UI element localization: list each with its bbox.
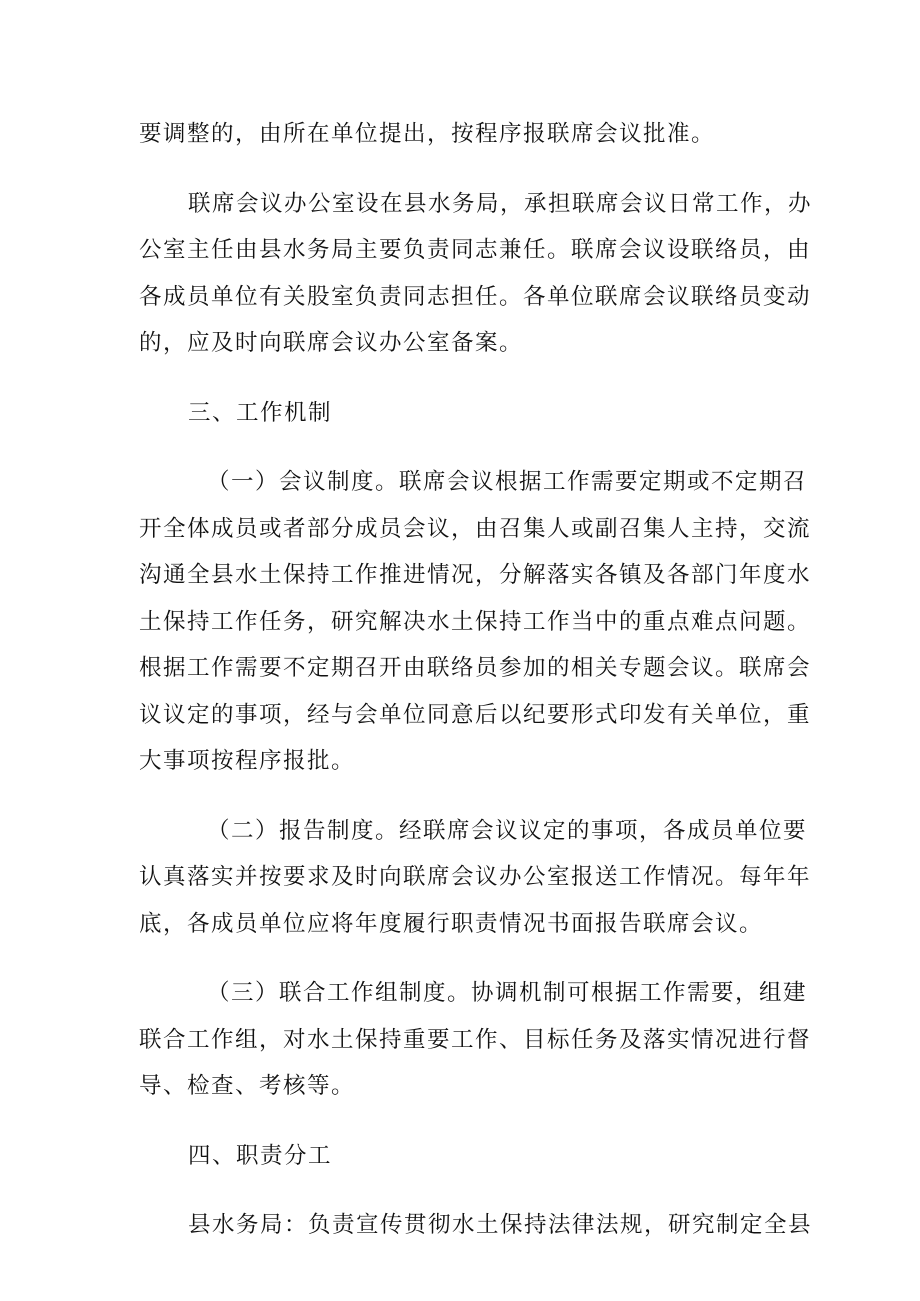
text-line: （二）报告制度。经联席会议议定的事项，各成员单位要 [207, 817, 808, 844]
text-line: 联席会议办公室设在县水务局，承担联席会议日常工作，办 [188, 190, 813, 217]
heading-line: 四、职责分工 [188, 1142, 333, 1169]
paragraph-approval-tail [139, 111, 789, 158]
text-line: 根据工作需要不定期召开由联络员参加的相关专题会议。联席会 [139, 655, 812, 681]
text-line: 导、检查、考核等。 [139, 1073, 356, 1099]
text-line: 议议定的事项，经与会单位同意后以纪要形式印发有关单位，重 [139, 701, 812, 728]
text-line: 开全体成员或者部分成员会议，由召集人或副召集人主持，交流 [139, 515, 812, 542]
section-heading-duties [139, 1133, 789, 1180]
section-heading-mechanism [139, 390, 789, 437]
heading-line: 三、工作机制 [188, 399, 333, 426]
text-line: 公室主任由县水务局主要负责同志兼任。联席会议设联络员，由 [139, 237, 812, 263]
document-body [139, 111, 813, 1249]
text-line: 底，各成员单位应将年度履行职责情况书面报告联席会议。 [139, 910, 764, 937]
text-line: 土保持工作任务，研究解决水土保持工作当中的重点难点问题。 [139, 608, 812, 635]
text-line: 的，应及时向联席会议办公室备案。 [139, 330, 524, 356]
text-line: 联合工作组，对水土保持重要工作、目标任务及落实情况进行督 [139, 1026, 812, 1053]
text-line: 要调整的，由所在单位提出，按程序报联席会议批准。 [139, 121, 716, 147]
paragraph-office [139, 181, 813, 367]
paragraph-report-system [139, 808, 812, 948]
paragraph-meeting-system [139, 459, 812, 785]
paragraph-water-bureau [139, 1202, 813, 1249]
text-line: （一）会议制度。联席会议根据工作需要定期或不定期召 [207, 469, 808, 495]
text-line: 各成员单位有关股室负责同志担任。各单位联席会议联络员变动 [139, 283, 812, 310]
text-line: 认真落实并按要求及时向联席会议办公室报送工作情况。每年年 [139, 864, 812, 890]
text-line: 大事项按程序报批。 [139, 748, 356, 774]
text-line: 县水务局：负责宣传贯彻水土保持法律法规，研究制定全县 [188, 1212, 813, 1238]
text-line: （三）联合工作组制度。协调机制可根据工作需要，组建 [207, 980, 808, 1006]
paragraph-joint-group [139, 970, 812, 1110]
text-line: 沟通全县水土保持工作推进情况，分解落实各镇及各部门年度水 [139, 562, 812, 588]
